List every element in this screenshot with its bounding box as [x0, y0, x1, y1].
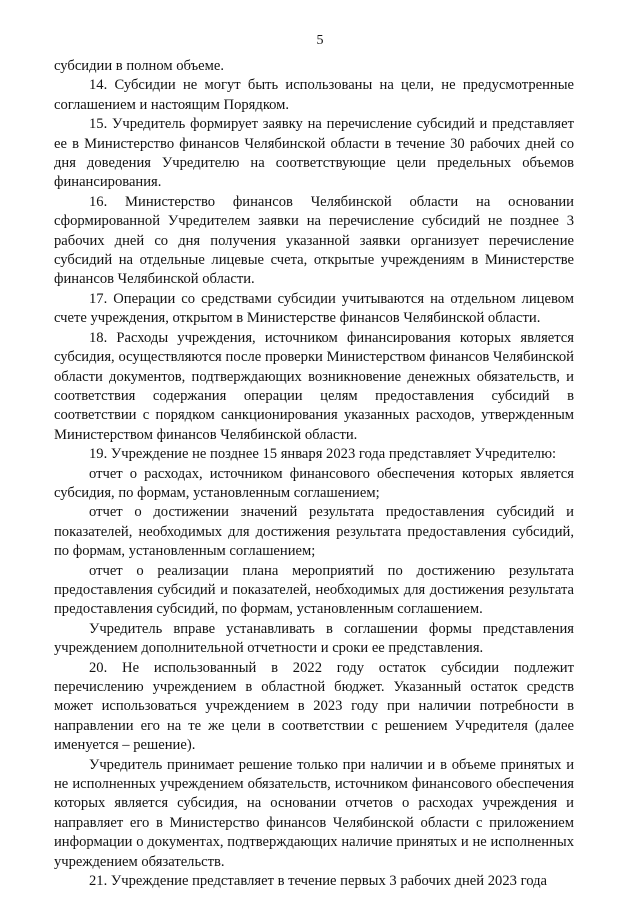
paragraph-19-report-expenses: отчет о расходах, источником финансового обеспечения которых является субсидия, по формам, установленным соглашением; [54, 465, 574, 501]
paragraph-15: 15. Учредитель формирует заявку на перечисление субсидий и представляет ее в Министерство финансов Челябинской области в течение 30 рабочих дней со дня доведения Учредителю на соответствующие цели предельных объемов финансирования. [54, 116, 574, 191]
paragraph-21: 21. Учреждение представляет в течение первых 3 рабочих дней 2023 года [89, 873, 547, 890]
paragraph-19-additional-reporting: Учредитель вправе устанавливать в соглашении формы представления учреждением дополнительной отчетности и сроки ее представления. [54, 620, 574, 657]
paragraph-19-report-results: отчет о достижении значений результата предоставления субсидий и показателей, необходимых для достижения результата предоставления субсидий, по формам, установленным соглашением; [54, 504, 574, 560]
document-body [54, 57, 574, 891]
paragraph-16: 16. Министерство финансов Челябинской области на основании сформированной Учредителем заявки на перечисление субсидий не позднее 3 рабочих дней со дня получения указанной заявки организует перечисление субсидий на отдельные лицевые счета, открытые учреждениям в Министерстве финансов Челябинской области. [54, 193, 574, 288]
paragraph-18: 18. Расходы учреждения, источником финансирования которых является субсидия, осуществляются после проверки Министерством финансов Челябинской области документов, подтверждающих возникновение денежных обязательств, и соответствия содержания операции целям предоставления субсидий в соответствии с порядком санкционирования указанных расходов, утвержденным Министерством финансов Челябинской области. [54, 329, 574, 443]
paragraph-17: 17. Операции со средствами субсидии учитываются на отдельном лицевом счете учреждения, открытом в Министерстве финансов Челябинской области. [54, 290, 574, 327]
paragraph-14: 14. Субсидии не могут быть использованы на цели, не предусмотренные соглашением и настоящим Порядком. [54, 77, 574, 113]
paragraph-continuation: субсидии в полном объеме. [54, 58, 224, 74]
page-number: 5 [316, 33, 324, 48]
paragraph-20-decision: Учредитель принимает решение только при наличии и в объеме принятых и не исполненных учреждением обязательств, источником финансового обеспечения которых является субсидия, на основании отчетов о расходах учреждения и направляет его в Министерство финансов Челябинской области с приложением информации о документах, подтверждающих наличие принятых и не исполненных учреждением обязательств. [54, 756, 574, 870]
paragraph-20: 20. Не использованный в 2022 году остаток субсидии подлежит перечислению учреждением в областной бюджет. Указанный остаток средств может использоваться учреждением в 2023 году при наличии потребности в направлении его на те же цели в соответствии с решением Учредителя (далее именуется – решение). [54, 659, 574, 754]
paragraph-19-report-plan: отчет о реализации плана мероприятий по достижению результата предоставления субсидий и показателей, необходимых для достижения результата предоставления субсидий, по формам, установленным соглашением. [54, 562, 574, 618]
paragraph-19: 19. Учреждение не позднее 15 января 2023 года представляет Учредителю: [89, 446, 557, 463]
